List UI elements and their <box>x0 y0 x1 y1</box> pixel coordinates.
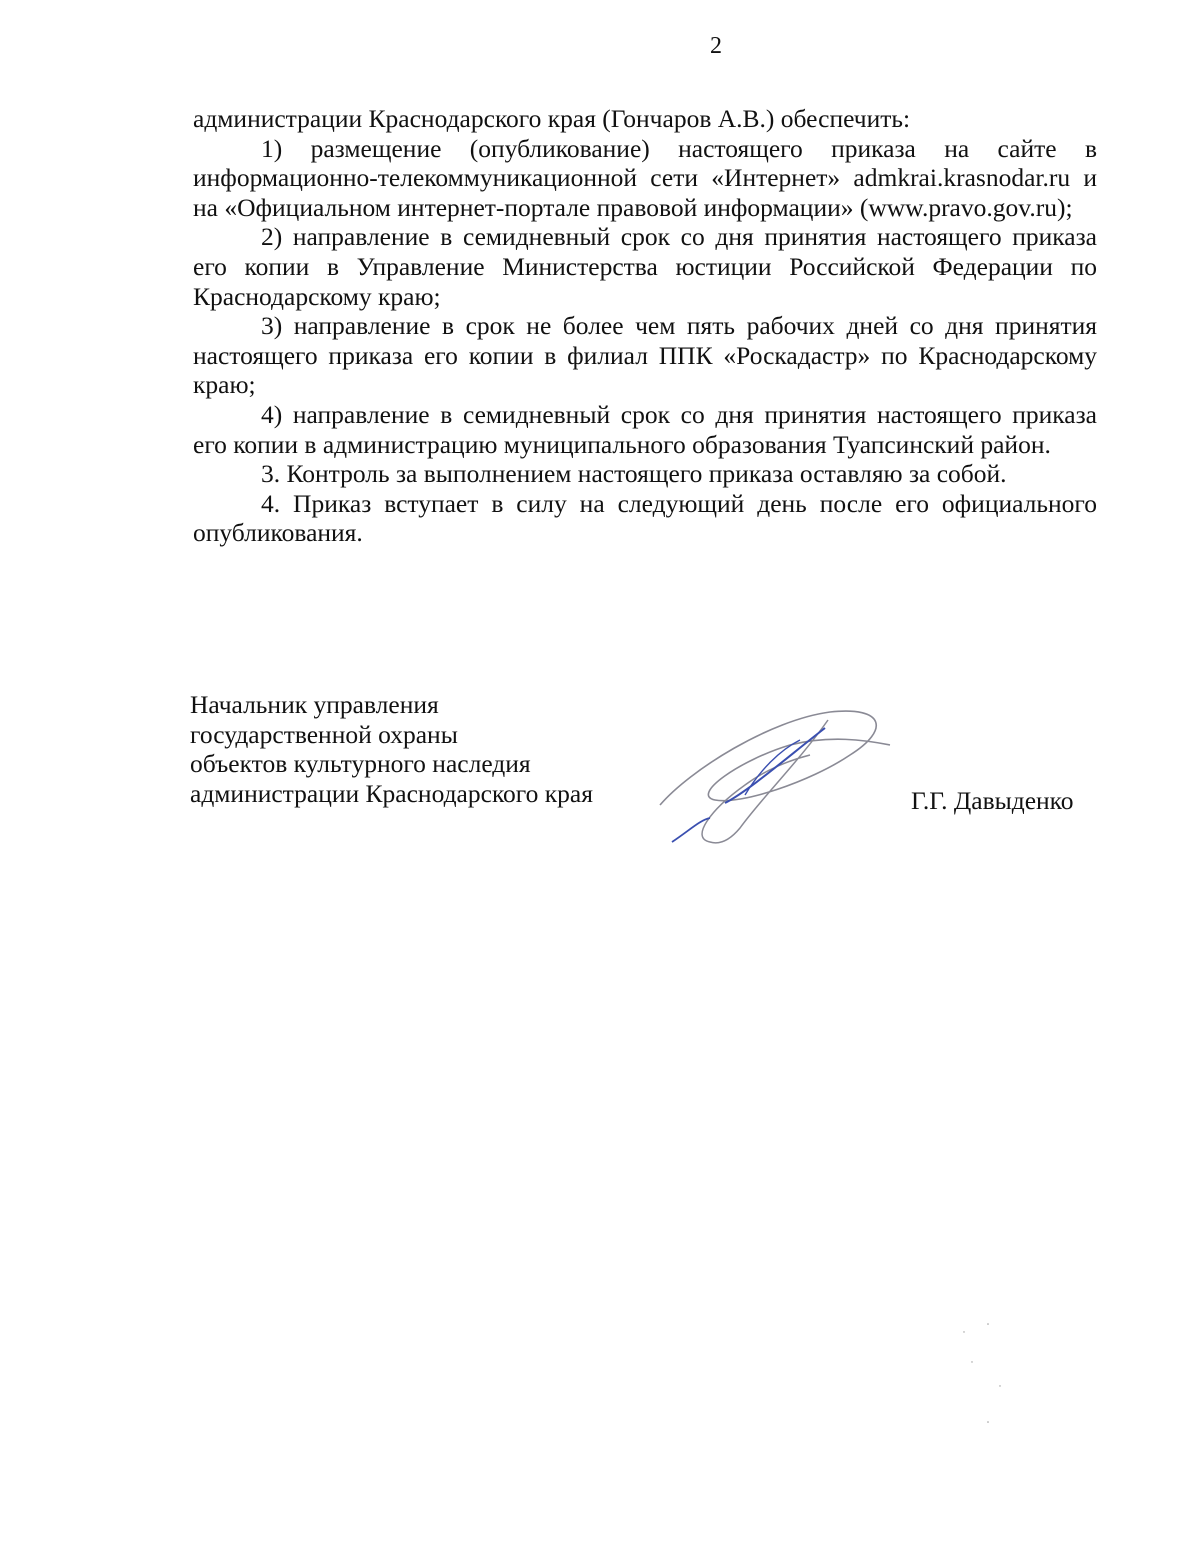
paragraph-item-4: 4) направление в семидневный срок со дня принятия настоящего приказа его копии в администрацию муниципального образования Туапсинский район. <box>193 399 1097 459</box>
paragraph-clause-4: 4. Приказ вступает в силу на следующий день после его официального опубликования. <box>193 488 1097 548</box>
signatory-position-line: Начальник управления <box>190 690 439 719</box>
paragraph-clause-3: 3. Контроль за выполнением настоящего приказа оставляю за собой. <box>261 459 1007 489</box>
paragraph-item-2: 2) направление в семидневный срок со дня принятия настоящего приказа его копии в Управление Министерства юстиции Российской Федерации по Краснодарскому краю; <box>193 222 1097 311</box>
paragraph-item-1: 1) размещение (опубликование) настоящего приказа на сайте в информационно-телекоммуникационной сети «Интернет» admkrai.krasnodar.ru и на «Официальном интернет-портале правовой информации» (www.pravo.gov.ru); <box>193 133 1097 222</box>
scan-specks <box>950 1320 1010 1440</box>
paragraph-item-3: 3) направление в срок не более чем пять рабочих дней со дня принятия настоящего приказа его копии в филиал ППК «Роскадастр» по Краснодарскому краю; <box>193 311 1097 400</box>
signatory-position-line: администрации Краснодарского края <box>190 778 593 808</box>
signatory-position <box>190 690 593 808</box>
signatory-name: Г.Г. Давыденко <box>911 786 1074 815</box>
page-number: 2 <box>710 33 722 59</box>
handwritten-signature <box>650 700 900 850</box>
signatory-position-line: объектов культурного наследия <box>190 749 531 779</box>
document-body <box>193 104 1097 548</box>
signatory-position-line: государственной охраны <box>190 719 458 749</box>
paragraph-intro: администрации Краснодарского края (Гончаров А.В.) обеспечить: <box>193 104 911 133</box>
